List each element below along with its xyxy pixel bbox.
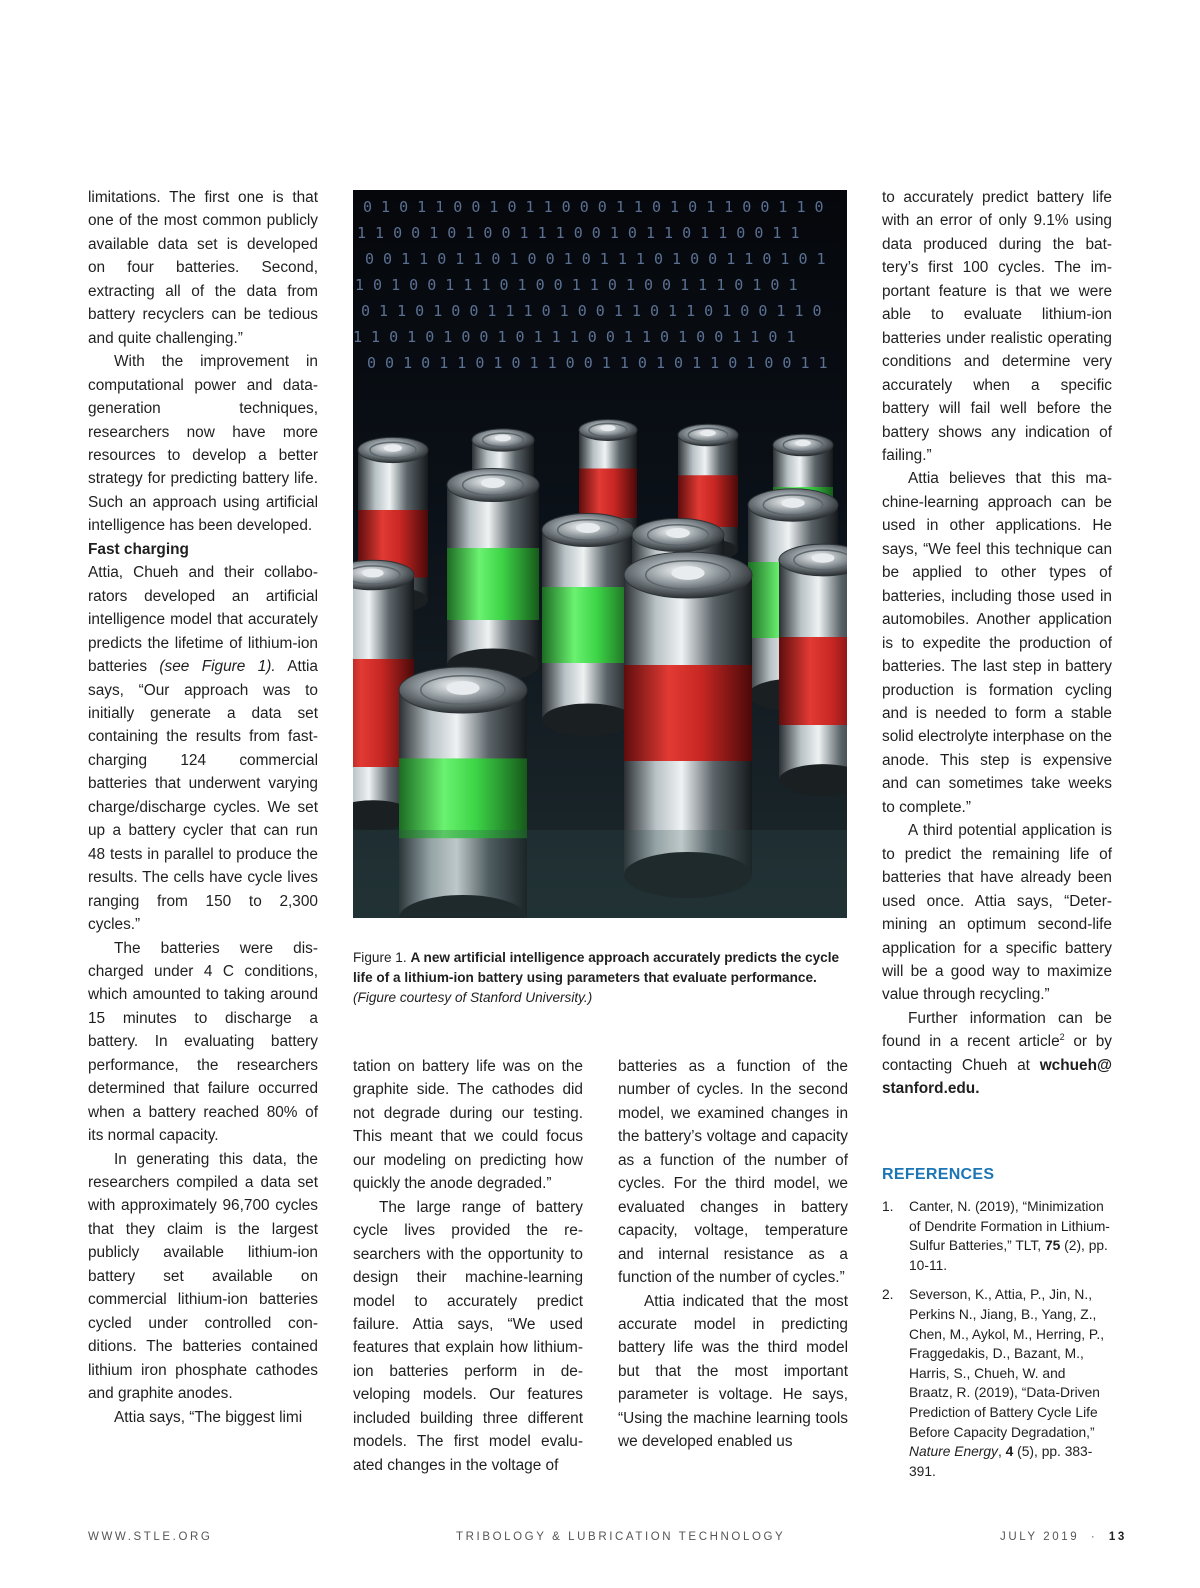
paragraph: The large range of battery cycle lives provided the researchers with the opportunity to design their machine-learning model to accurately predict failure. Attia says, “We used features that explain how lithium-ion batteries perform in developing models. Our features included building three different models. The first model evaluated changes in the voltage of — [353, 1198, 583, 1474]
references-heading: REFERENCES — [882, 1166, 995, 1183]
binary-code-overlay — [353, 198, 828, 372]
reference-number: 2. — [882, 1287, 894, 1303]
paragraph: A third potential application is to predict the remaining life of batteries that have already been used once. Attia says, “Determining an optimum second-life application for a specific battery will be a good way to maximize value through recycling.” — [882, 822, 1112, 1004]
section-heading: Fast charging — [88, 540, 189, 558]
citation-superscript: 2 — [1059, 1032, 1065, 1043]
battery-cell — [447, 468, 539, 681]
battery-cell — [779, 544, 847, 796]
paragraph: to accurately predict battery life with an error of only 9.1% using data produced during the battery’s first 100 cycles. The important feature is that we were able to evaluate lithium-ion batteries under realistic operating conditions and determine very accurately when a specific battery will fail well before the battery shows any indication of failing.” — [882, 189, 1112, 464]
paragraph: limitations. The first one is that one of the most common publicly available data set is developed on four batteries. Second, extracting all of the data from battery recyclers can be tedious and quite challenging.” — [88, 189, 318, 347]
paragraph: batteries as a function of the number of cycles. In the second model, we examined changes in the battery’s voltage and capacity as a function of the number of cycles. For the third model, we evaluated changes in battery capacity, voltage, temperature and internal resistance as a function of the number of cycles.” — [618, 1058, 848, 1287]
article-column-3 — [618, 1055, 848, 1454]
article-column-1 — [88, 186, 318, 1429]
article-column-4 — [882, 186, 1112, 1101]
figure-credit: (Figure courtesy of Stanford University.) — [353, 990, 593, 1005]
footer-publication: TRIBOLOGY & LUBRICATION TECHNOLOGY — [456, 1531, 786, 1543]
binary-row: 1 1 0 0 1 0 1 0 0 1 1 1 0 0 1 0 1 1 0 1 1 0 0 1 1 — [357, 224, 800, 242]
paragraph: Attia indicated that the most accurate model in predicting battery life was the third model but that the most important parameter is voltage. He says, “Using the machine learning tools we developed enabled us — [618, 1292, 848, 1451]
binary-row: 0 1 0 1 1 0 0 1 0 1 1 0 0 0 1 1 0 1 0 1 1 0 0 1 1 0 — [363, 198, 824, 216]
binary-row: 0 1 1 0 1 0 0 1 1 1 0 1 0 0 1 1 0 1 1 0 1 0 0 1 1 0 — [361, 302, 822, 320]
figure-1-image — [353, 190, 847, 918]
figure-reference: (see Figure 1). — [159, 658, 276, 676]
article-column-2 — [353, 1055, 583, 1477]
paragraph: In generating this data, the researchers compiled a data set with approximately 96,700 cycles that they claim is the largest publicly available lithium-ion battery set available on commercial lithium-ion batteries cycled under controlled conditions. The batteries contained lithium iron phosphate cathodes and graphite anodes. — [88, 1150, 318, 1403]
paragraph: Attia says, “The biggest limi — [114, 1408, 303, 1426]
reference-item: 2. Severson, K., Attia, P., Jin, N., Perkins N., Jiang, B., Yang, Z., Chen, M., Aykol, M., Herring, P., Fraggedakis, D., Bazant, M., Harris, S., Chueh, W. and Braatz, R. (2019), “Data-Driven Prediction of Battery Cycle Life Before Capacity Degradation,” Nature Energy, 4 (5), pp. 383-391. — [882, 1287, 1105, 1479]
battery-cell — [542, 513, 634, 736]
paragraph: With the improvement in computational power and data-generation techniques, researchers now have more resources to develop a better strategy for predicting battery life. Such an approach using artificial intelligence has been developed. — [88, 353, 318, 535]
binary-row: 1 1 0 1 0 1 0 0 1 0 1 1 1 0 0 1 1 0 1 0 0 1 1 0 1 — [353, 328, 796, 346]
binary-row: 1 0 1 0 0 1 1 1 0 1 0 0 1 1 0 1 0 0 1 1 1 0 1 0 1 — [355, 276, 798, 294]
figure-caption-text: A new artificial intelligence approach accurately predicts the cycle life of a lithium-ion battery using parameters that evaluate performance. — [353, 950, 840, 985]
paragraph: The batteries were discharged under 4 C conditions, which amounted to taking around 15 minutes to discharge a battery. In evaluating battery performance, the researchers determined that failure occurred when a battery reached 80% of its normal capacity. — [88, 939, 318, 1145]
page-number: 13 — [1108, 1531, 1127, 1543]
floor-reflection — [353, 830, 847, 918]
paragraph: Attia, Chueh and their collaborators developed an artificial intelligence model that accurately predicts the lifetime of lithium-ion batteries (see Figure 1). Attia says, “Our approach was to initially generate a data set containing the results from fast-charging 124 commercial batteries that underwent varying charge/discharge cycles. We set up a battery cycler that can run 48 tests in parallel to produce the results. The cells have cycle lives ranging from 150 to 2,300 cycles.” — [88, 564, 318, 934]
figure-caption — [353, 948, 847, 1008]
footer-date-page: JULY 2019 · 13 — [1000, 1531, 1127, 1543]
binary-row: 0 0 1 1 0 1 1 0 1 0 0 1 0 1 1 1 0 1 0 0 1 1 0 1 0 1 — [365, 250, 826, 268]
figure-label: Figure 1. — [353, 950, 407, 965]
references-list — [882, 1197, 1112, 1491]
reference-item: 1. Canter, N. (2019), “Minimization of Dendrite Formation in Lithium-Sulfur Batteries,” TLT, 75 (2), pp. 10-11. — [882, 1199, 1110, 1273]
binary-row: 0 0 1 0 1 1 0 1 0 1 1 0 0 1 1 0 1 0 1 1 0 1 0 0 1 1 — [367, 354, 828, 372]
paragraph: tation on battery life was on the graphite side. The cathodes did not degrade during our testing. This meant that we could focus our modeling on predicting how quickly the anode degraded.” — [353, 1058, 583, 1193]
footer-website: WWW.STLE.ORG — [88, 1531, 213, 1543]
paragraph: Attia believes that this machine-learning approach can be used in other applications. He says, “We feel this technique can be applied to other types of batteries, including those used in automobiles. Another application is to expedite the production of batteries. The last step in battery production is formation cycling and is needed to form a stable solid electrolyte interphase on the anode. This step is expensive and can sometimes take weeks to complete.” — [882, 470, 1112, 816]
contact-email[interactable]: wchueh@ stanford.edu. — [882, 1056, 1112, 1098]
reference-number: 1. — [882, 1199, 894, 1214]
paragraph: Further information can be found in a recent article$^2$ or by contacting Chueh at wchueh@ stanford.edu. — [882, 1009, 1112, 1098]
